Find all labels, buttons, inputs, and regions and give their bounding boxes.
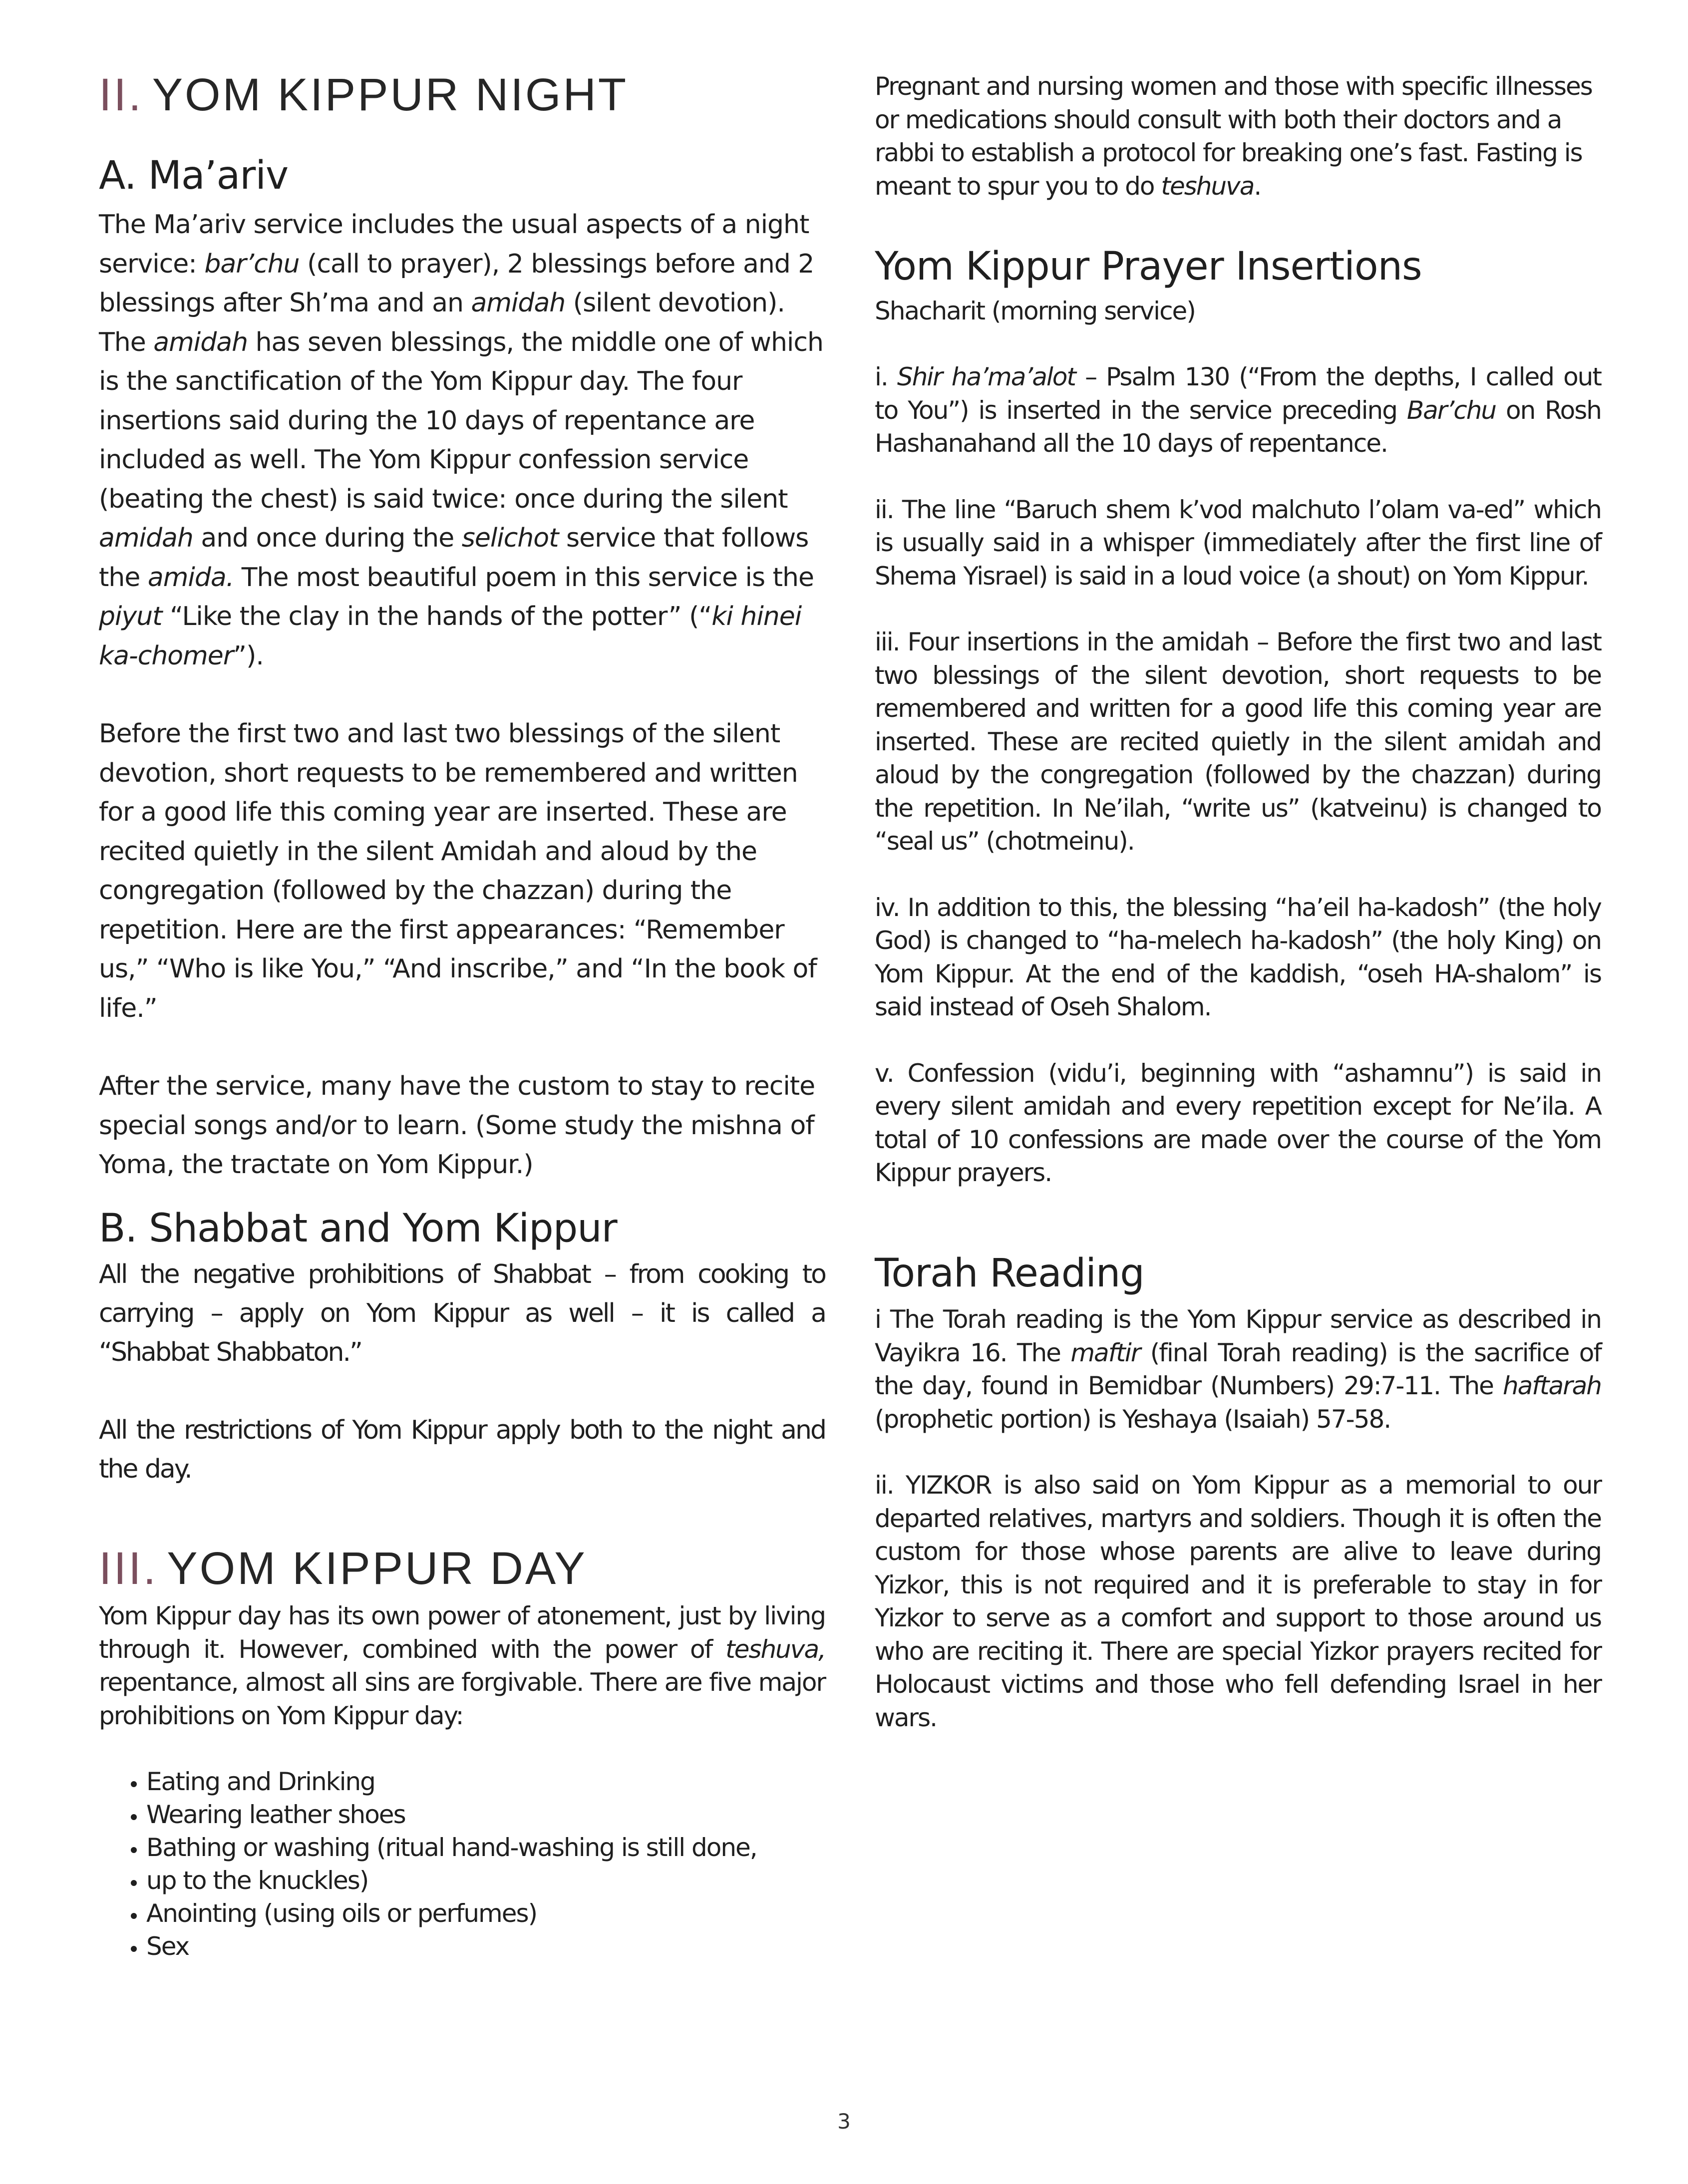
day-paragraph xyxy=(99,1599,825,1732)
text-run: repentance, almost all sins are forgivable. There are five major prohibitions on Yom Kippur day: xyxy=(99,1668,825,1730)
list-item: • Eating and Drinking xyxy=(146,1765,825,1798)
maariv-paragraph-2: Before the first two and last two blessings of the silent devotion, short requests to be remembered and written for a good life this coming year are inserted. These are recited quietly in the silent Amidah and aloud by the congregation (followed by the chazzan) during the repetition. Here are the first appearances: “Remember us,” “Who is like You,” “And inscribe,” and “In the book of life.” xyxy=(99,719,817,1023)
text-run: service that follows the xyxy=(99,523,809,593)
italic-term: ki hinei ka-chomer xyxy=(99,602,802,671)
insertion-iv: iv. In addition to this, the blessing “ha’eil ha-kadosh” (the holy God) is changed to “ha-melech ha-kadosh” (the holy King) on Yom Kippur. At the end of the kaddish, “oseh HA-shalom” is said instead of Oseh Shalom. xyxy=(875,893,1601,1021)
section-iii-number: III. xyxy=(99,1543,158,1594)
italic-term: Bar’chu xyxy=(1406,395,1496,425)
italic-term: piyut xyxy=(99,602,162,632)
text-run: The Ma’ariv service includes the usual aspects of a night service: xyxy=(99,210,809,279)
italic-term: maftir xyxy=(1070,1338,1140,1367)
text-run: i The Torah reading is the Yom Kippur service as described in Vayikra 16. The xyxy=(875,1305,1601,1367)
text-run: (final Torah reading) is the sacrifice of the day, found in Bemidbar (Numbers) 29:7-11. The xyxy=(875,1338,1601,1400)
prohibitions-list xyxy=(99,1765,825,1963)
torah-heading: Torah Reading xyxy=(875,1250,1144,1296)
text-run: ”). xyxy=(233,640,264,671)
italic-term: Shir ha’ma’alot xyxy=(897,362,1075,391)
section-iii-title xyxy=(99,1543,825,1595)
text-run: (silent devotion). The xyxy=(99,288,785,357)
list-item: • Anointing (using oils or perfumes) xyxy=(146,1897,825,1930)
section-iii-text: YOM KIPPUR DAY xyxy=(167,1543,587,1594)
text-run: Yom Kippur day has its own power of atonement, just by living through it. However, combined with the power of xyxy=(99,1601,825,1664)
list-item: • up to the knuckles) xyxy=(146,1864,825,1897)
maariv-paragraph-3: After the service, many have the custom to stay to recite special songs and/or to learn. (Some study the mishna of Yoma, the tractate on Yom Kippur.) xyxy=(99,1071,815,1180)
italic-term: amida. xyxy=(147,562,234,593)
insertion-v: v. Confession (vidu’i, beginning with “ashamnu”) is said in every silent amidah and every repetition except for Ne’ila. A total of 10 confessions are made over the course of the Yom Kippur prayers. xyxy=(875,1058,1601,1187)
italic-term: amidah xyxy=(471,288,566,318)
italic-term: teshuva, xyxy=(725,1634,825,1664)
text-run: (prophetic portion) is Yeshaya (Isaiah) 57-58. xyxy=(875,1404,1391,1434)
right-column xyxy=(875,70,1601,1734)
section-ii-text: YOM KIPPUR NIGHT xyxy=(152,69,629,120)
shabbat-heading: B. Shabbat and Yom Kippur xyxy=(99,1206,617,1251)
section-ii-number: II. xyxy=(99,69,143,120)
text-run: – Psalm 130 (“From the depths, I called out to You”) is inserted in the service preceding xyxy=(875,362,1601,425)
text-run: and once during the xyxy=(193,523,462,554)
text-run: on Rosh Hashanahand all the 10 days of repentance. xyxy=(875,395,1601,458)
text-run: Pregnant and nursing women and those with specific illnesses or medications should consult with both their doctors and a rabbi to establish a protocol for breaking one’s fast. Fasting is meant to spur you to do xyxy=(875,72,1592,201)
list-item: • Bathing or washing (ritual hand-washing is still done, xyxy=(146,1831,825,1864)
text-run: (call to prayer), 2 blessings before and 2 blessings after Sh’ma and an xyxy=(99,249,814,318)
section-ii-title xyxy=(99,69,825,122)
italic-term: amidah xyxy=(153,327,248,357)
italic-term: selichot xyxy=(461,523,559,554)
insertions-heading: Yom Kippur Prayer Insertions xyxy=(875,244,1422,289)
insertion-i xyxy=(875,360,1601,460)
torah-i xyxy=(875,1303,1601,1436)
maariv-heading: A. Ma’ariv xyxy=(99,153,289,198)
list-item: • Wearing leather shoes xyxy=(146,1798,825,1831)
text-run: has seven blessings, the middle one of which is the sanctification of the Yom Kippur day. The four insertions said during the 10 days of repentance are included as well. The Yom Kippur confession service (beating the chest) is said twice: once during the silent xyxy=(99,327,823,514)
insertion-iii: iii. Four insertions in the amidah – Before the first two and last two blessings of the silent devotion, short requests to be remembered and written for a good life this coming year are inserted. These are recited quietly in the silent amidah and aloud by the congregation (followed by the chazzan) during the repetition. In Ne’ilah, “write us” (katveinu) is changed to “seal us” (chotmeinu). xyxy=(875,627,1601,856)
italic-term: haftarah xyxy=(1502,1371,1601,1400)
text-run: The most beautiful poem in this service is the xyxy=(234,562,814,593)
text-run: . xyxy=(1254,171,1261,201)
shabbat-paragraph-2: All the restrictions of Yom Kippur apply both to the night and the day. xyxy=(99,1415,825,1485)
page-number: 3 xyxy=(837,2109,851,2134)
italic-term: bar’chu xyxy=(204,249,300,279)
text-run: i. xyxy=(875,362,897,391)
torah-ii: ii. YIZKOR is also said on Yom Kippur as a memorial to our departed relatives, martyrs and soldiers. Though it is often the custom for those whose parents are alive to leave during Yizkor, this is not required and it is preferable to stay in for Yizkor to serve as a comfort and support to those around us who are reciting it. There are special Yizkor prayers recited for Holocaust victims and those who fell defending Israel in her wars. xyxy=(875,1471,1601,1732)
insertions-subtitle: Shacharit (morning service) xyxy=(875,296,1195,325)
left-column xyxy=(99,69,825,1963)
list-item: • Sex xyxy=(146,1930,825,1963)
maariv-paragraph-1 xyxy=(99,205,825,675)
insertion-ii: ii. The line “Baruch shem k’vod malchuto l’olam va-ed” which is usually said in a whisper (immediately after the first line of Shema Yisrael) is said in a loud voice (a shout) on Yom Kippur. xyxy=(875,495,1601,591)
intro-paragraph xyxy=(875,70,1601,203)
italic-term: amidah xyxy=(99,523,193,554)
italic-term: teshuva xyxy=(1161,171,1254,201)
shabbat-paragraph-1: All the negative prohibitions of Shabbat – from cooking to carrying – apply on Yom Kippur as well – it is called a “Shabbat Shabbaton.” xyxy=(99,1259,825,1368)
text-run: “Like the clay in the hands of the potter” (“ xyxy=(162,602,712,632)
